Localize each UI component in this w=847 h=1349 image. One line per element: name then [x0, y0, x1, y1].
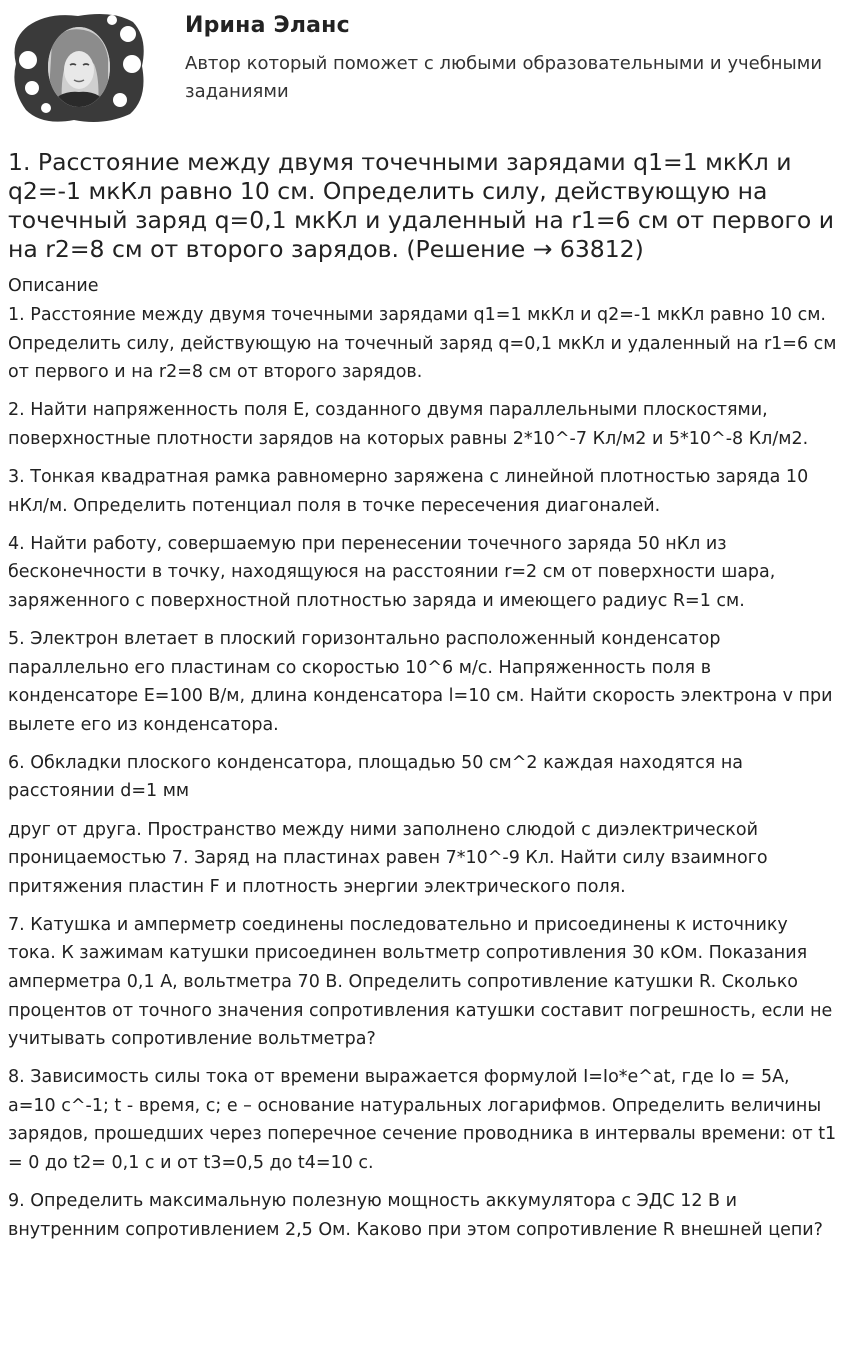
- author-name[interactable]: Ирина Эланс: [185, 13, 350, 38]
- paragraph: 4. Найти работу, совершаемую при перенесении точечного заряда 50 нКл из бесконечности в точку, находящуюся на расстоянии r=2 см от поверхности шара, заряженного с поверхностной плотностью заряда и имеющего радиус R=1 см.: [8, 533, 776, 611]
- paragraph: 3. Тонкая квадратная рамка равномерно заряжена с линейной плотностью заряда 10 нКл/м. Определить потенциал поля в точке пересечения диагоналей.: [8, 466, 809, 516]
- paragraph: 9. Определить максимальную полезную мощность аккумулятора с ЭДС 12 В и внутренним сопротивлением 2,5 Ом. Каково при этом сопротивление R внешней цепи?: [8, 1191, 823, 1240]
- paragraph: 6. Обкладки плоского конденсатора, площадью 50 см^2 каждая находятся на расстоянии d=1 мм: [8, 752, 743, 802]
- author-block: [0, 0, 847, 130]
- author-description: Автор который поможет с любыми образовательными и учебными заданиями: [185, 53, 823, 102]
- page-title: 1. Расстояние между двумя точечными зарядами q1=1 мкКл и q2=-1 мкКл равно 10 см. Определить силу, действующую на точечный заряд q=0,1 мкКл и удаленный на r1=6 см от первого и на r2=8 см от второго зарядов. (Решение → 63812): [8, 148, 835, 263]
- author-avatar[interactable]: [8, 8, 150, 126]
- paragraph: 5. Электрон влетает в плоский горизонтально расположенный конденсатор параллельно его пластинам со скоростью 10^6 м/с. Напряженность поля в конденсаторе E=100 В/м, длина конденсатора l=10 см. Найти скорость электрона v при вылете его из конденсатора.: [8, 628, 833, 735]
- paragraph: 7. Катушка и амперметр соединены последовательно и присоединены к источнику тока. К зажимам катушки присоединен вольтметр сопротивления 30 кОм. Показания амперметра 0,1 А, вольтметра 70 В. Определить сопротивление катушки R. Сколько процентов от точного значения сопротивления катушки составит погрешность, если не учитывать сопротивление вольтметра?: [8, 914, 833, 1050]
- paragraph: 8. Зависимость силы тока от времени выражается формулой I=Io*e^at, где Io = 5А, a=10 c^-1; t - время, с; e – основание натуральных логарифмов. Определить величины зарядов, прошедших через поперечное сечение проводника в интервалы времени: от t1 = 0 до t2= 0,1 с и от t3=0,5 до t4=10 с.: [8, 1067, 837, 1174]
- paragraph: 1. Расстояние между двумя точечными зарядами q1=1 мкКл и q2=-1 мкКл равно 10 см. Определить силу, действующую на точечный заряд q=0,1 мкКл и удаленный на r1=6 см от первого и на r2=8 см от второго зарядов.: [8, 305, 837, 383]
- paragraph: друг от друга. Пространство между ними заполнено слюдой с диэлектрической проницаемостью 7. Заряд на пластинах равен 7*10^-9 Кл. Найти силу взаимного притяжения пластин F и плотность энергии электрического поля.: [8, 819, 768, 897]
- description-content: [8, 301, 840, 1254]
- description-label: Описание: [8, 276, 99, 296]
- paragraph: 2. Найти напряженность поля E, созданного двумя параллельными плоскостями, поверхностные плотности зарядов на которых равны 2*10^-7 Кл/м2 и 5*10^-8 Кл/м2.: [8, 400, 809, 449]
